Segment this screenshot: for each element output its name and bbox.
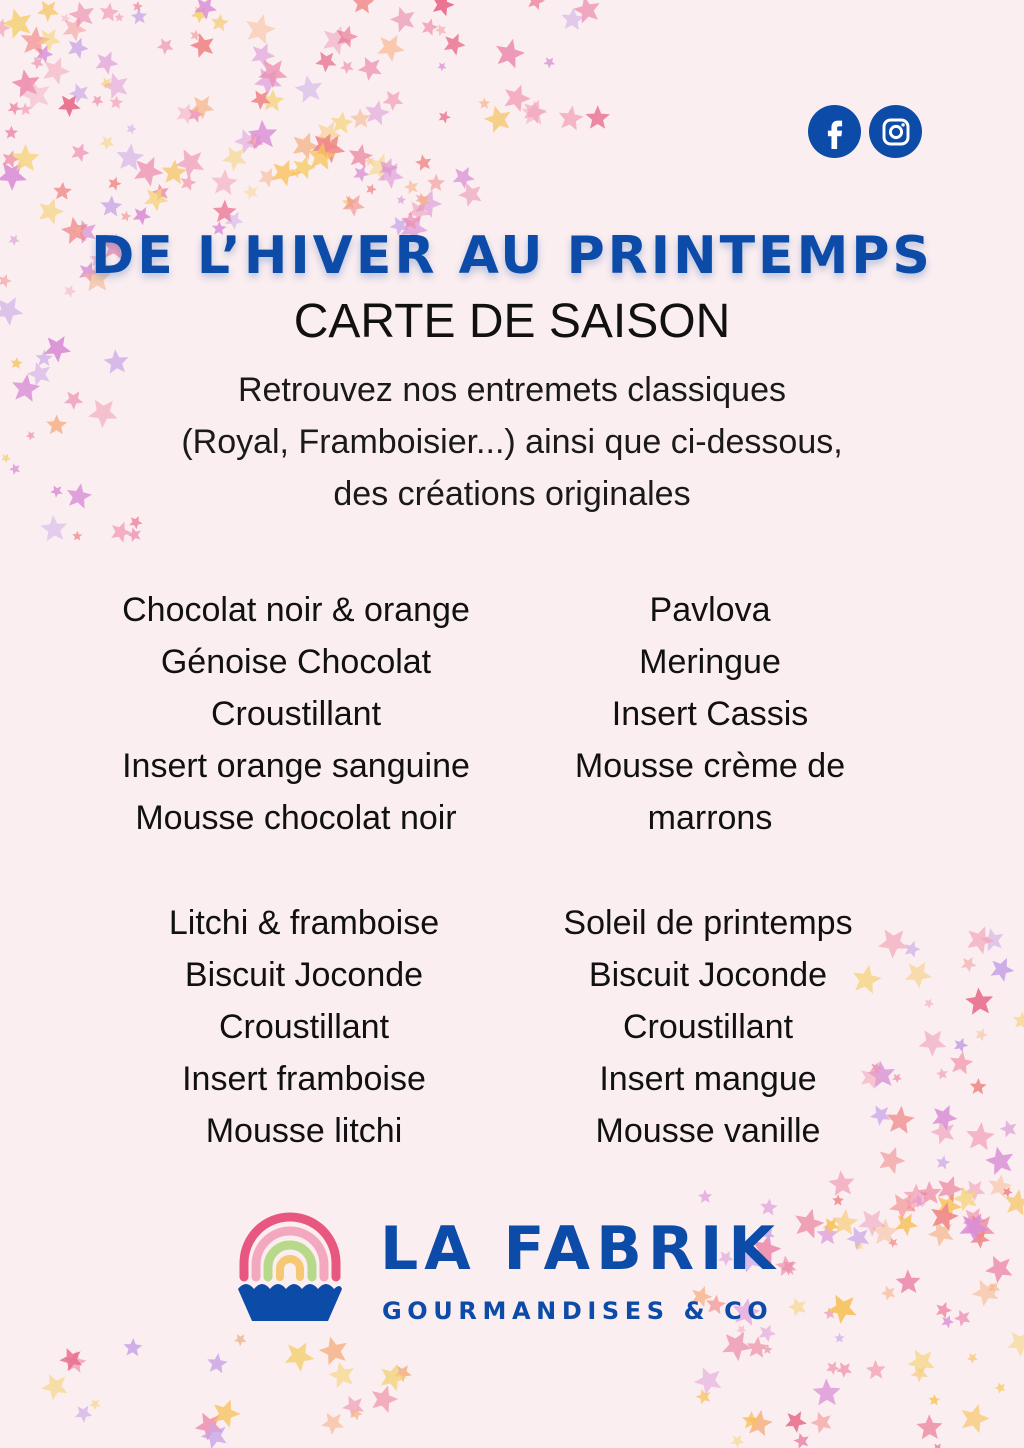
confetti-star-icon xyxy=(397,195,406,204)
confetti-star-icon xyxy=(91,96,103,107)
confetti-star-icon xyxy=(1000,1120,1017,1137)
confetti-star-icon xyxy=(1007,1332,1024,1357)
confetti-star-icon xyxy=(100,195,122,216)
menu-item-line: Mousse vanille xyxy=(595,1112,821,1150)
menu-item-line: Litchi & framboise xyxy=(168,904,440,942)
confetti-star-icon xyxy=(722,1332,752,1362)
menu-item-line: marrons xyxy=(647,799,773,837)
confetti-star-icon xyxy=(124,1338,143,1356)
menu-item-pavlova xyxy=(540,584,880,844)
confetti-star-icon xyxy=(11,357,23,369)
confetti-star-icon xyxy=(50,485,63,497)
confetti-star-icon xyxy=(381,1364,407,1391)
page-title: DE L’HIVER AU PRINTEMPS xyxy=(91,226,933,286)
confetti-star-icon xyxy=(89,1399,100,1410)
confetti-star-icon xyxy=(415,154,431,171)
confetti-star-icon xyxy=(496,39,525,69)
confetti-star-icon xyxy=(950,1051,973,1074)
confetti-star-icon xyxy=(828,1170,854,1196)
confetti-star-icon xyxy=(965,988,993,1015)
menu-item-line: Pavlova xyxy=(649,591,771,629)
confetti-star-icon xyxy=(966,1122,995,1150)
confetti-star-icon xyxy=(234,1334,247,1346)
confetti-star-icon xyxy=(696,1389,711,1404)
confetti-star-icon xyxy=(785,1411,807,1433)
confetti-star-icon xyxy=(896,1269,921,1293)
menu-item-line: Insert Cassis xyxy=(611,695,809,733)
confetti-star-icon xyxy=(319,1337,347,1366)
confetti-star-icon xyxy=(954,1310,971,1327)
confetti-star-icon xyxy=(698,1189,712,1203)
confetti-star-icon xyxy=(111,522,131,543)
confetti-star-icon xyxy=(985,1147,1013,1176)
confetti-star-icon xyxy=(836,1362,852,1378)
confetti-star-icon xyxy=(737,1325,747,1335)
confetti-star-icon xyxy=(350,108,371,128)
menu-item-line: Mousse crème de xyxy=(574,747,846,785)
confetti-star-icon xyxy=(26,431,36,441)
confetti-star-icon xyxy=(246,14,275,44)
confetti-star-icon xyxy=(834,1333,844,1343)
confetti-star-icon xyxy=(127,124,137,135)
menu-item-line: Insert orange sanguine xyxy=(122,747,470,785)
confetti-star-icon xyxy=(365,100,390,125)
confetti-star-icon xyxy=(41,1374,67,1400)
confetti-star-icon xyxy=(881,1286,896,1301)
confetti-star-icon xyxy=(458,183,482,207)
confetti-star-icon xyxy=(207,1353,227,1373)
confetti-star-icon xyxy=(924,999,934,1009)
confetti-star-icon xyxy=(908,1349,935,1376)
confetti-star-icon xyxy=(53,182,72,200)
confetti-star-icon xyxy=(176,104,196,125)
menu-item-chocolat-orange xyxy=(96,584,496,844)
confetti-star-icon xyxy=(295,75,322,103)
confetti-star-icon xyxy=(936,1155,950,1169)
confetti-star-icon xyxy=(479,97,491,108)
confetti-star-icon xyxy=(961,957,977,972)
confetti-star-icon xyxy=(453,167,475,189)
confetti-star-icon xyxy=(932,1105,957,1131)
confetti-star-icon xyxy=(211,169,238,195)
confetti-star-icon xyxy=(353,166,369,182)
confetti-star-icon xyxy=(211,14,229,32)
confetti-star-icon xyxy=(315,52,336,73)
confetti-star-icon xyxy=(788,1298,806,1317)
confetti-star-icon xyxy=(349,144,373,168)
confetti-star-icon xyxy=(832,1194,844,1205)
menu-item-line: Mousse chocolat noir xyxy=(135,799,457,837)
confetti-star-icon xyxy=(71,143,89,162)
confetti-star-icon xyxy=(439,111,451,124)
confetti-star-icon xyxy=(1013,1012,1024,1030)
confetti-star-icon xyxy=(928,1221,954,1247)
confetti-star-icon xyxy=(954,1038,968,1053)
confetti-star-icon xyxy=(40,515,67,541)
confetti-star-icon xyxy=(427,174,445,191)
instagram-icon[interactable] xyxy=(869,105,922,158)
confetti-star-icon xyxy=(285,1342,315,1372)
confetti-star-icon xyxy=(985,1256,1012,1283)
social-links xyxy=(808,105,922,158)
confetti-star-icon xyxy=(328,1362,354,1388)
menu-item-line: Croustillant xyxy=(622,1008,794,1046)
menu-item-line: Soleil de printemps xyxy=(563,904,853,942)
menu-item-line: Biscuit Joconde xyxy=(588,956,828,994)
confetti-star-icon xyxy=(39,198,64,224)
menu-item-litchi-framboise xyxy=(104,897,504,1157)
confetti-star-icon xyxy=(181,174,197,190)
confetti-star-icon xyxy=(995,1382,1006,1393)
confetti-star-icon xyxy=(340,61,354,75)
confetti-star-icon xyxy=(991,958,1015,982)
confetti-star-icon xyxy=(962,1404,990,1433)
confetti-star-icon xyxy=(932,1444,943,1448)
menu-item-line: Biscuit Joconde xyxy=(184,956,424,994)
confetti-star-icon xyxy=(2,9,31,39)
menu-item-line: Mousse litchi xyxy=(205,1112,403,1150)
confetti-star-icon xyxy=(5,126,19,139)
confetti-star-icon xyxy=(975,1029,988,1042)
confetti-star-icon xyxy=(64,391,83,410)
confetti-star-icon xyxy=(760,1198,777,1215)
confetti-star-icon xyxy=(19,103,32,115)
facebook-icon[interactable] xyxy=(808,105,861,158)
confetti-star-icon xyxy=(68,38,89,59)
confetti-star-icon xyxy=(114,12,124,21)
confetti-star-icon xyxy=(559,106,584,131)
confetti-star-icon xyxy=(866,1360,886,1379)
confetti-star-icon xyxy=(810,1412,831,1434)
confetti-star-icon xyxy=(358,57,382,81)
confetti-star-icon xyxy=(404,180,418,195)
confetti-star-icon xyxy=(46,414,67,434)
confetti-star-icon xyxy=(134,157,163,187)
confetti-star-icon xyxy=(435,24,446,36)
confetti-star-icon xyxy=(321,1413,344,1435)
confetti-star-icon xyxy=(522,100,548,125)
confetti-star-icon xyxy=(243,184,258,199)
confetti-star-icon xyxy=(422,19,439,36)
confetti-star-icon xyxy=(67,483,92,508)
confetti-star-icon xyxy=(352,0,375,13)
confetti-star-icon xyxy=(929,1394,941,1405)
brand-name: LA FABRIK xyxy=(380,1214,781,1284)
confetti-star-icon xyxy=(127,527,141,542)
confetti-star-icon xyxy=(731,1435,745,1448)
confetti-star-icon xyxy=(967,1353,978,1364)
confetti-star-icon xyxy=(121,211,132,222)
confetti-star-icon xyxy=(383,91,404,111)
confetti-star-icon xyxy=(1,454,11,463)
menu-item-line: Insert mangue xyxy=(599,1060,817,1098)
confetti-star-icon xyxy=(377,35,404,62)
confetti-star-icon xyxy=(390,7,415,33)
confetti-star-icon xyxy=(528,0,545,10)
confetti-star-icon xyxy=(37,1,59,22)
rainbow-cupcake-logo-icon xyxy=(234,1205,346,1332)
confetti-star-icon xyxy=(213,1400,240,1428)
confetti-star-icon xyxy=(27,362,50,386)
confetti-star-icon xyxy=(543,57,555,68)
confetti-star-icon xyxy=(826,1361,840,1375)
confetti-star-icon xyxy=(694,1367,721,1395)
confetti-star-icon xyxy=(133,207,151,225)
confetti-star-icon xyxy=(813,1378,841,1405)
brand-tagline: GOURMANDISES & CO xyxy=(382,1297,774,1325)
confetti-star-icon xyxy=(936,1068,948,1080)
confetti-star-icon xyxy=(372,1386,398,1414)
confetti-star-icon xyxy=(919,1030,947,1057)
intro-line: Retrouvez nos entremets classiques xyxy=(237,371,787,409)
confetti-star-icon xyxy=(96,52,119,75)
confetti-star-icon xyxy=(827,1295,856,1324)
confetti-star-icon xyxy=(444,34,466,56)
confetti-star-icon xyxy=(157,38,174,55)
confetti-star-icon xyxy=(437,62,447,71)
confetti-star-icon xyxy=(759,1325,776,1342)
confetti-star-icon xyxy=(251,43,275,67)
confetti-star-icon xyxy=(43,57,70,85)
confetti-star-icon xyxy=(895,1214,918,1237)
confetti-star-icon xyxy=(916,1414,942,1439)
confetti-star-icon xyxy=(433,0,455,16)
confetti-star-icon xyxy=(585,105,610,128)
confetti-star-icon xyxy=(131,8,147,24)
intro-line: des créations originales xyxy=(333,475,691,513)
confetti-star-icon xyxy=(108,177,121,191)
confetti-star-icon xyxy=(905,962,932,988)
menu-item-soleil-printemps xyxy=(508,897,908,1157)
intro-line: (Royal, Framboisier...) ainsi que ci-dessous, xyxy=(181,423,843,461)
menu-item-line: Meringue xyxy=(639,643,781,681)
menu-item-line: Croustillant xyxy=(210,695,382,733)
menu-item-line: Insert framboise xyxy=(182,1060,426,1098)
confetti-star-icon xyxy=(100,3,119,22)
confetti-star-icon xyxy=(942,1315,955,1328)
confetti-star-icon xyxy=(75,1406,92,1423)
confetti-star-icon xyxy=(366,184,377,195)
confetti-star-icon xyxy=(970,1078,987,1094)
confetti-star-icon xyxy=(793,1433,808,1448)
confetti-star-icon xyxy=(8,102,21,115)
page-subtitle: CARTE DE SAISON xyxy=(293,295,731,348)
menu-item-line: Croustillant xyxy=(218,1008,390,1046)
menu-item-line: Chocolat noir & orange xyxy=(122,591,470,629)
confetti-star-icon xyxy=(133,1,144,11)
confetti-star-icon xyxy=(9,463,20,474)
confetti-star-icon xyxy=(484,106,510,133)
menu-item-line: Génoise Chocolat xyxy=(160,643,432,681)
confetti-star-icon xyxy=(72,531,82,541)
intro-text xyxy=(112,364,912,520)
confetti-star-icon xyxy=(100,136,115,150)
